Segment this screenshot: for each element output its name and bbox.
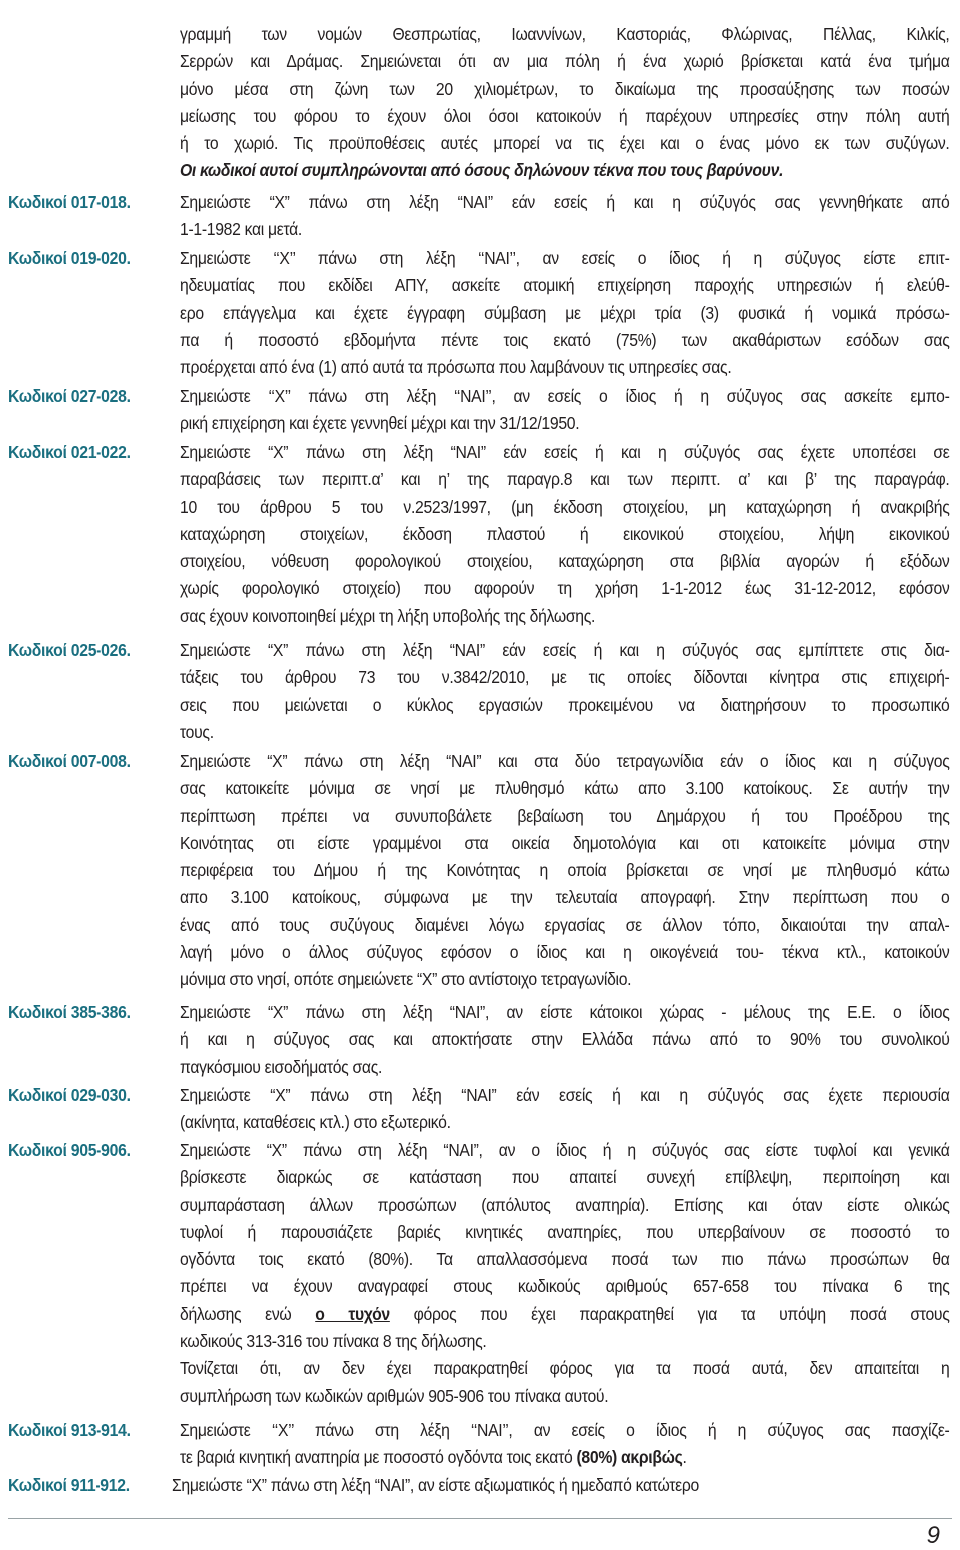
entry-line: ηδευματίας που εκδίδει ΑΠΥ, ασκείτε ατομική επιχείρηση παροχής υπηρεσιών ή ελεύθ-: [180, 275, 950, 296]
page-number: 9: [926, 1522, 940, 1549]
entry-line: συμπλήρωση των κωδικών αριθμών 905-906 του πίνακα αυτού.: [180, 1385, 609, 1406]
entry-line: Σημειώστε “Χ” πάνω στη λέξη “ΝΑΙ” και στα δύο τετραγωνίδια εάν ο ίδιος και η σύζυγος: [180, 751, 950, 771]
code-label: Κωδικοί 905-906.: [8, 1140, 131, 1160]
entry-line: ένας από τους συζύγους διαμένει λόγω εργασίας σε άλλον τόπο, δικαιούται την απαλ-: [180, 914, 950, 935]
entry-line: καταχώρηση στοιχείων, έκδοση πλαστού ή εικονικού στοιχείου, λήψη εικονικού: [180, 523, 950, 544]
entry-line: [180, 1301, 950, 1328]
entry-line: παραβάσεις των περιπτ.α’ και η’ της παραγρ.8 και των περιπτ. α’ και β’ της παραγράφ.: [180, 469, 950, 490]
code-label: Κωδικοί 913-914.: [8, 1420, 131, 1440]
intro-line: μείωσης του φόρου το έχουν όλοι όσοι κατοικούν ή παρέχουν υπηρεσίες στην πόλη αυτή: [180, 105, 950, 126]
code-label: Κωδικοί 025-026.: [8, 640, 131, 660]
entry-line: περίπτωση πρέπει να συνυποβάλετε βεβαίωση του Δημάρχου ή του Προέδρου της: [180, 805, 950, 826]
code-label: Κωδικοί 017-018.: [8, 192, 131, 212]
entry-line: Σημειώστε ‘‘Χ’’ πάνω στη λέξη ‘‘ΝΑΙ’’, αν εσείς ο ίδιος ή η σύζυγος είστε επιτ-: [180, 248, 950, 268]
code-label: Κωδικοί 027-028.: [8, 386, 131, 406]
entry-line: Τονίζεται ότι, αν δεν έχει παρακρατηθεί φόρος για τα ποσά αυτά, δεν απαιτείται η: [180, 1358, 950, 1379]
entry-line: στοιχείου, νόθευση φορολογικού στοιχείου, καταχώρηση στα βιβλία αγορών ή εξόδων: [180, 551, 950, 572]
entry-line: Σημειώστε “Χ” πάνω στη λέξη “ΝΑΙ”, αν είστε αξιωματικός ή ημεδαπό κατώτερο: [172, 1475, 699, 1495]
intro-bold-note: Οι κωδικοί αυτοί συμπληρώνονται από όσους δηλώνουν τέκνα που τους βαρύνουν.: [180, 160, 784, 181]
entry-line: 1-1-1982 και μετά.: [180, 219, 302, 240]
code-label: Κωδικοί 019-020.: [8, 248, 131, 268]
entry-line: τάξεις του άρθρου 73 του ν.3842/2010, με τις οποίες δίδονται κίνητρα στις επιχειρή-: [180, 667, 950, 688]
entry-line: ή και η σύζυγος σας και αποκτήσατε στην Ελλάδα πάνω από το 90% του συνολικού: [180, 1029, 950, 1050]
entry-line: συμπαράσταση άλλων προσώπων (απόλυτος αναπηρία). Επίσης και όταν είστε ολικώς: [180, 1194, 950, 1215]
entry-line: τους.: [180, 721, 214, 742]
entry-line: Σημειώστε “Χ” πάνω στη λέξη “ΝΑΙ”, αν ο ίδιος ή η σύζυγός σας είστε τυφλοί και γενικά: [180, 1140, 950, 1160]
intro-paragraph: [180, 21, 950, 185]
entry-line: 10 του άρθρου 5 του ν.2523/1997, (μη έκδοση στοιχείου, μη καταχώρηση ή ανακριβής: [180, 496, 950, 517]
entry-line: λαγή μόνο ο άλλος σύζυγος εφόσον ο ίδιος και η οικογένειά του- τέκνα κτλ., κατοικούν: [180, 942, 950, 963]
code-label: Κωδικοί 029-030.: [8, 1085, 131, 1105]
entry-line: Σημειώστε “Χ” πάνω στη λέξη “ΝΑΙ”, αν είστε κάτοικοι χώρας - μέλους της Ε.Ε. ο ίδιος: [180, 1002, 950, 1022]
code-label: Κωδικοί 911-912.: [8, 1475, 130, 1495]
entry-line: μόνιμα στο νησί, οπότε σημειώνετε “Χ” στο αντίστοιχο τετραγωνίδιο.: [180, 969, 632, 990]
entry-line: απο 3.100 κατοίκους, σύμφωνα με την τελευταία απογραφή. Στην περίπτωση που ο: [180, 887, 950, 908]
entry-line: τυφλοί ή παρουσιάζετε βαριές κινητικές αναπηρίες, που υπερβαίνουν σε ποσοστό το: [180, 1221, 950, 1242]
code-label: Κωδικοί 385-386.: [8, 1002, 131, 1022]
entry-text: φόρος που έχει παρακρατηθεί για τα υπόψη ποσά στους: [389, 1303, 950, 1324]
entry-line: πα ή ποσοστό εβδομήντα πέντε τοις εκατό (75%) των ακαθάριστων εσόδων σας: [180, 329, 950, 350]
entry-line: σας έχουν κοινοποιηθεί μέχρι τη λήξη υποβολής της δήλωσης.: [180, 605, 596, 626]
entry-line: Σημειώστε ‘‘Χ’’ πάνω στη λέξη ‘‘ΝΑΙ’’, αν εσείς ο ίδιος ή η σύζυγος σας ασκείτε εμπο-: [180, 386, 950, 406]
entry-line: ρική επιχείρηση και έχετε γεννηθεί μέχρι και την 31/12/1950.: [180, 413, 580, 434]
entry-text: .: [682, 1447, 687, 1468]
entry-line: σας κατοικείτε μόνιμα σε νησί με πλυθησμό κάτω απο 3.100 κατοίκους. Σε αυτήν την: [180, 778, 950, 799]
entry-line: προέρχεται από ένα (1) από αυτά τα πρόσωπα που λαμβάνουν τις υπηρεσίες σας.: [180, 357, 732, 378]
entry-line: χωρίς φορολογικό στοιχείο) που αφορούν τη χρήση 1-1-2012 έως 31-12-2012, εφόσον: [180, 578, 950, 599]
entry-line: Σημειώστε “Χ” πάνω στη λέξη “ΝΑΙ” εάν εσείς ή και η σύζυγός σας έχετε υποπέσει σε: [180, 442, 950, 462]
underlined-emphasis: ο τυχόν: [315, 1303, 390, 1324]
entry-line: Σημειώστε ‘‘Χ’’ πάνω στη λέξη ‘‘ΝΑΙ’’, αν εσείς ο ίδιος ή η σύζυγος σας πασχίζε-: [180, 1420, 950, 1440]
intro-line: μόνο μέσα στη ζώνη των 20 χιλιομέτρων, το δικαίωμα της προσαύξησης των ποσών: [180, 78, 950, 99]
bold-emphasis: (80%) ακριβώς: [576, 1447, 683, 1468]
intro-line: Σερρών και Δράμας. Σημειώνεται ότι αν μια πόλη ή ένα χωριό βρίσκεται κατά ένα τμήμα: [180, 51, 950, 72]
code-label: Κωδικοί 021-022.: [8, 442, 131, 462]
entry-line: πρέπει να έχουν αναγραφεί στους κωδικούς αριθμούς 657-658 του πίνακα 6 της: [180, 1276, 950, 1297]
entry-line: παγκόσμιου εισοδήματός σας.: [180, 1056, 383, 1077]
entry-line: Σημειώστε “Χ” πάνω στη λέξη “ΝΑΙ” εάν εσείς ή και η σύζυγός σας έχετε περιουσία: [180, 1085, 950, 1105]
entry-line: (ακίνητα, καταθέσεις κτλ.) στο εξωτερικό.: [180, 1112, 451, 1133]
entry-line: ογδόντα τοις εκατό (80%). Τα απαλλασσόμενα ποσά των πιο πάνω προσώπων θα: [180, 1249, 950, 1270]
entry-text: τε βαριά κινητική αναπηρία με ποσοστό ογδόντα τοις εκατό: [180, 1447, 577, 1468]
footer-rule: [8, 1518, 952, 1519]
entry-line: Κοινότητας οτι είστε γραμμένοι στα οικεία δημοτολόγια και οτι κατοικείτε μόνιμα στην: [180, 832, 950, 853]
entry-line: κωδικούς 313-316 του πίνακα 8 της δήλωσης.: [180, 1331, 487, 1352]
intro-line: ή το χωριό. Τις προϋποθέσεις αυτές μπορεί να τις έχει και ο ένας μόνο εκ των συζύγων.: [180, 133, 950, 154]
entry-line: περιφέρεια του Δήμου ή της Κοινότητας η οποία βρίσκεται σε νησί με πληθυσμό κάτω: [180, 860, 950, 881]
code-label: Κωδικοί 007-008.: [8, 751, 131, 771]
entry-line: ερο επάγγελμα και έχετε έγγραφη σύμβαση με μέχρι τρία (3) φυσικά ή νομικά πρόσω-: [180, 302, 950, 323]
entry-line: βρίσκεστε διαρκώς σε κατάσταση που απαιτεί συνεχή επίβλεψη, περιποίηση και: [180, 1167, 950, 1188]
entry-line: [180, 1444, 873, 1471]
entry-text: δήλωσης ενώ: [180, 1303, 316, 1324]
entry-line: σεις που μειώνεται ο κύκλος εργασιών προκειμένου να διατηρήσουν το προσωπικό: [180, 694, 950, 715]
entry-line: Σημειώστε “Χ” πάνω στη λέξη “ΝΑΙ” εάν εσείς ή και η σύζυγός σας εμπίπτετε στις δια-: [180, 640, 950, 660]
entry-line: Σημειώστε “Χ” πάνω στη λέξη “ΝΑΙ” εάν εσείς ή και η σύζυγός σας γεννηθήκατε από: [180, 192, 950, 212]
intro-line: γραμμή των νομών Θεσπρωτίας, Ιωαννίνων, Καστοριάς, Φλώρινας, Πέλλας, Κιλκίς,: [180, 24, 950, 44]
